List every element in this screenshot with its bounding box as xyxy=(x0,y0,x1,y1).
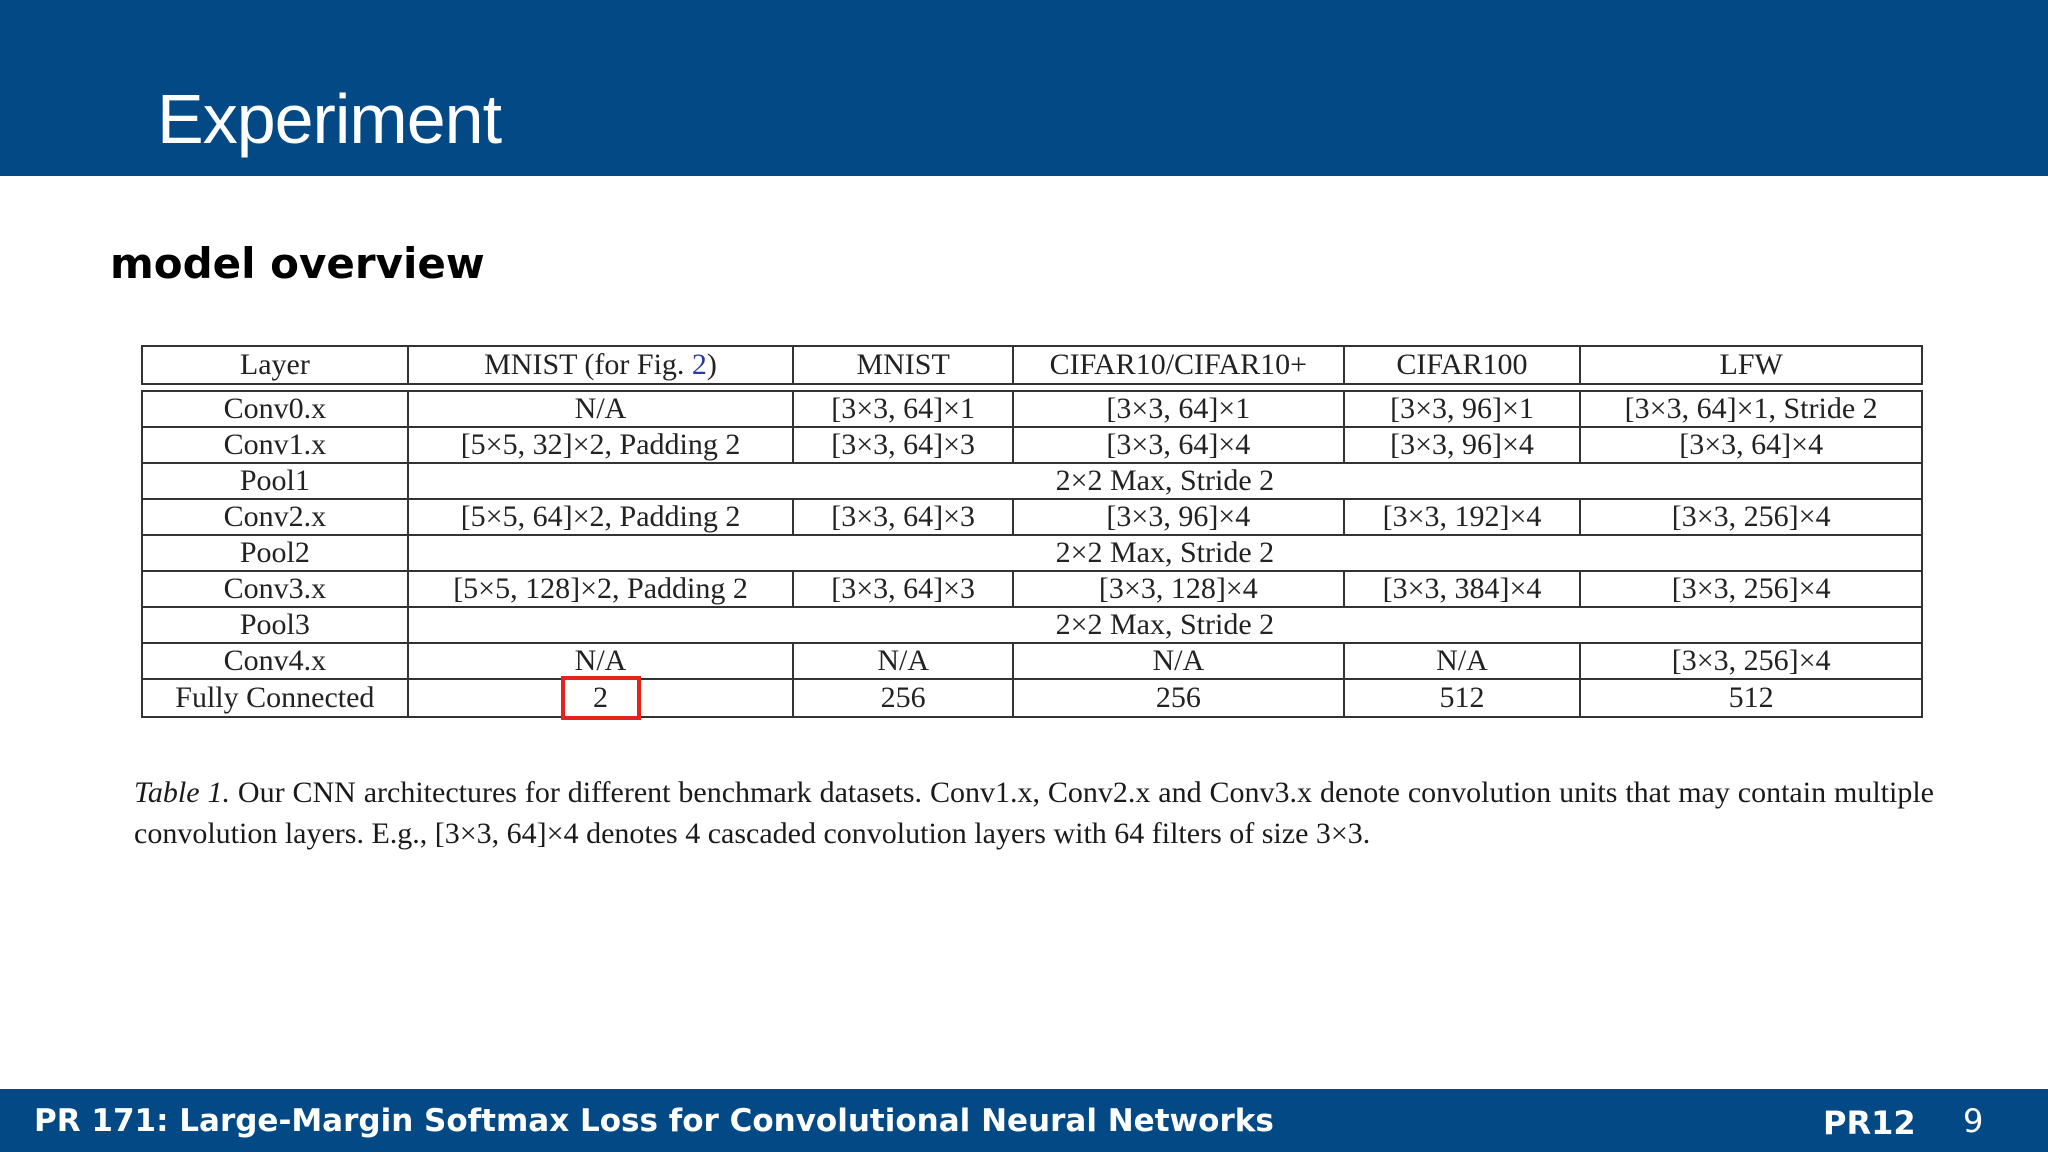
table-caption xyxy=(134,772,1934,854)
table-cell: 512 xyxy=(1580,679,1922,717)
caption-text: Our CNN architectures for different benchmark datasets. Conv1.x, Conv2.x and Conv3.x denote convolution units that may contain multiple convolution layers. E.g., [3×3, 64]×4 denotes 4 cascaded convolution layers with 64 filters of size 3×3. xyxy=(134,776,1934,850)
header-cell: CIFAR10/CIFAR10+ xyxy=(1013,346,1344,384)
table-cell: [3×3, 64]×4 xyxy=(1013,427,1344,463)
table-cell: N/A xyxy=(793,643,1013,679)
table-cell: [3×3, 64]×3 xyxy=(793,427,1013,463)
model-table xyxy=(141,345,1923,718)
highlight-box: 2 xyxy=(561,676,641,720)
table-cell: [5×5, 128]×2, Padding 2 xyxy=(408,571,794,607)
table-header-row xyxy=(142,346,1922,384)
footer-bar xyxy=(0,1089,2048,1152)
table-cell: [3×3, 96]×4 xyxy=(1344,427,1581,463)
table-row xyxy=(142,643,1922,679)
table-row xyxy=(142,679,1922,717)
figure-reference: 2 xyxy=(691,348,707,381)
header-cell: Layer xyxy=(142,346,408,384)
table-cell: [3×3, 64]×3 xyxy=(793,571,1013,607)
footer-title: PR 171: Large-Margin Softmax Loss for Convolutional Neural Networks xyxy=(34,1103,1274,1139)
table-cell xyxy=(408,679,794,717)
table-row xyxy=(142,463,1922,499)
table-row xyxy=(142,391,1922,427)
table-row xyxy=(142,499,1922,535)
layer-cell: Conv1.x xyxy=(142,427,408,463)
layer-cell: Pool1 xyxy=(142,463,408,499)
caption-label: Table 1. xyxy=(134,776,230,809)
table-cell: [5×5, 64]×2, Padding 2 xyxy=(408,499,794,535)
header-separator xyxy=(142,384,1922,391)
table-cell: [3×3, 64]×4 xyxy=(1580,427,1922,463)
merged-cell: 2×2 Max, Stride 2 xyxy=(408,535,1922,571)
table-cell: [3×3, 256]×4 xyxy=(1580,499,1922,535)
table-cell: [3×3, 64]×1 xyxy=(1013,391,1344,427)
layer-cell: Pool2 xyxy=(142,535,408,571)
layer-cell: Conv4.x xyxy=(142,643,408,679)
table-cell: 512 xyxy=(1344,679,1581,717)
header-cell: CIFAR100 xyxy=(1344,346,1581,384)
table-cell: 256 xyxy=(793,679,1013,717)
table-cell: [3×3, 256]×4 xyxy=(1580,643,1922,679)
layer-cell: Conv0.x xyxy=(142,391,408,427)
slide-title: Experiment xyxy=(157,80,502,158)
slide-subtitle: model overview xyxy=(110,239,485,288)
table-cell: [3×3, 128]×4 xyxy=(1013,571,1344,607)
table-cell: [3×3, 192]×4 xyxy=(1344,499,1581,535)
layer-cell: Conv3.x xyxy=(142,571,408,607)
header-cell: MNIST xyxy=(793,346,1013,384)
table-cell: [5×5, 32]×2, Padding 2 xyxy=(408,427,794,463)
footer-brand: PR12 xyxy=(1823,1104,1916,1142)
table-cell: N/A xyxy=(408,391,794,427)
header-text: MNIST (for Fig. xyxy=(484,348,692,381)
table-cell: [3×3, 96]×1 xyxy=(1344,391,1581,427)
header-cell: LFW xyxy=(1580,346,1922,384)
layer-cell: Fully Connected xyxy=(142,679,408,717)
table-row xyxy=(142,535,1922,571)
model-table-figure xyxy=(141,345,1923,718)
layer-cell: Pool3 xyxy=(142,607,408,643)
table-cell: [3×3, 384]×4 xyxy=(1344,571,1581,607)
table-cell: N/A xyxy=(1344,643,1581,679)
table-cell: [3×3, 64]×3 xyxy=(793,499,1013,535)
table-cell: [3×3, 96]×4 xyxy=(1013,499,1344,535)
merged-cell: 2×2 Max, Stride 2 xyxy=(408,463,1922,499)
table-cell: [3×3, 64]×1 xyxy=(793,391,1013,427)
header-text: ) xyxy=(706,348,717,381)
table-cell: [3×3, 256]×4 xyxy=(1580,571,1922,607)
table-row xyxy=(142,427,1922,463)
table-cell: 256 xyxy=(1013,679,1344,717)
table-row xyxy=(142,571,1922,607)
table-cell: N/A xyxy=(1013,643,1344,679)
header-cell xyxy=(408,346,794,384)
layer-cell: Conv2.x xyxy=(142,499,408,535)
table-row xyxy=(142,607,1922,643)
table-cell: [3×3, 64]×1, Stride 2 xyxy=(1580,391,1922,427)
table-cell: N/A xyxy=(408,643,794,679)
header-bar xyxy=(0,0,2048,176)
page-number: 9 xyxy=(1963,1102,1984,1140)
merged-cell: 2×2 Max, Stride 2 xyxy=(408,607,1922,643)
